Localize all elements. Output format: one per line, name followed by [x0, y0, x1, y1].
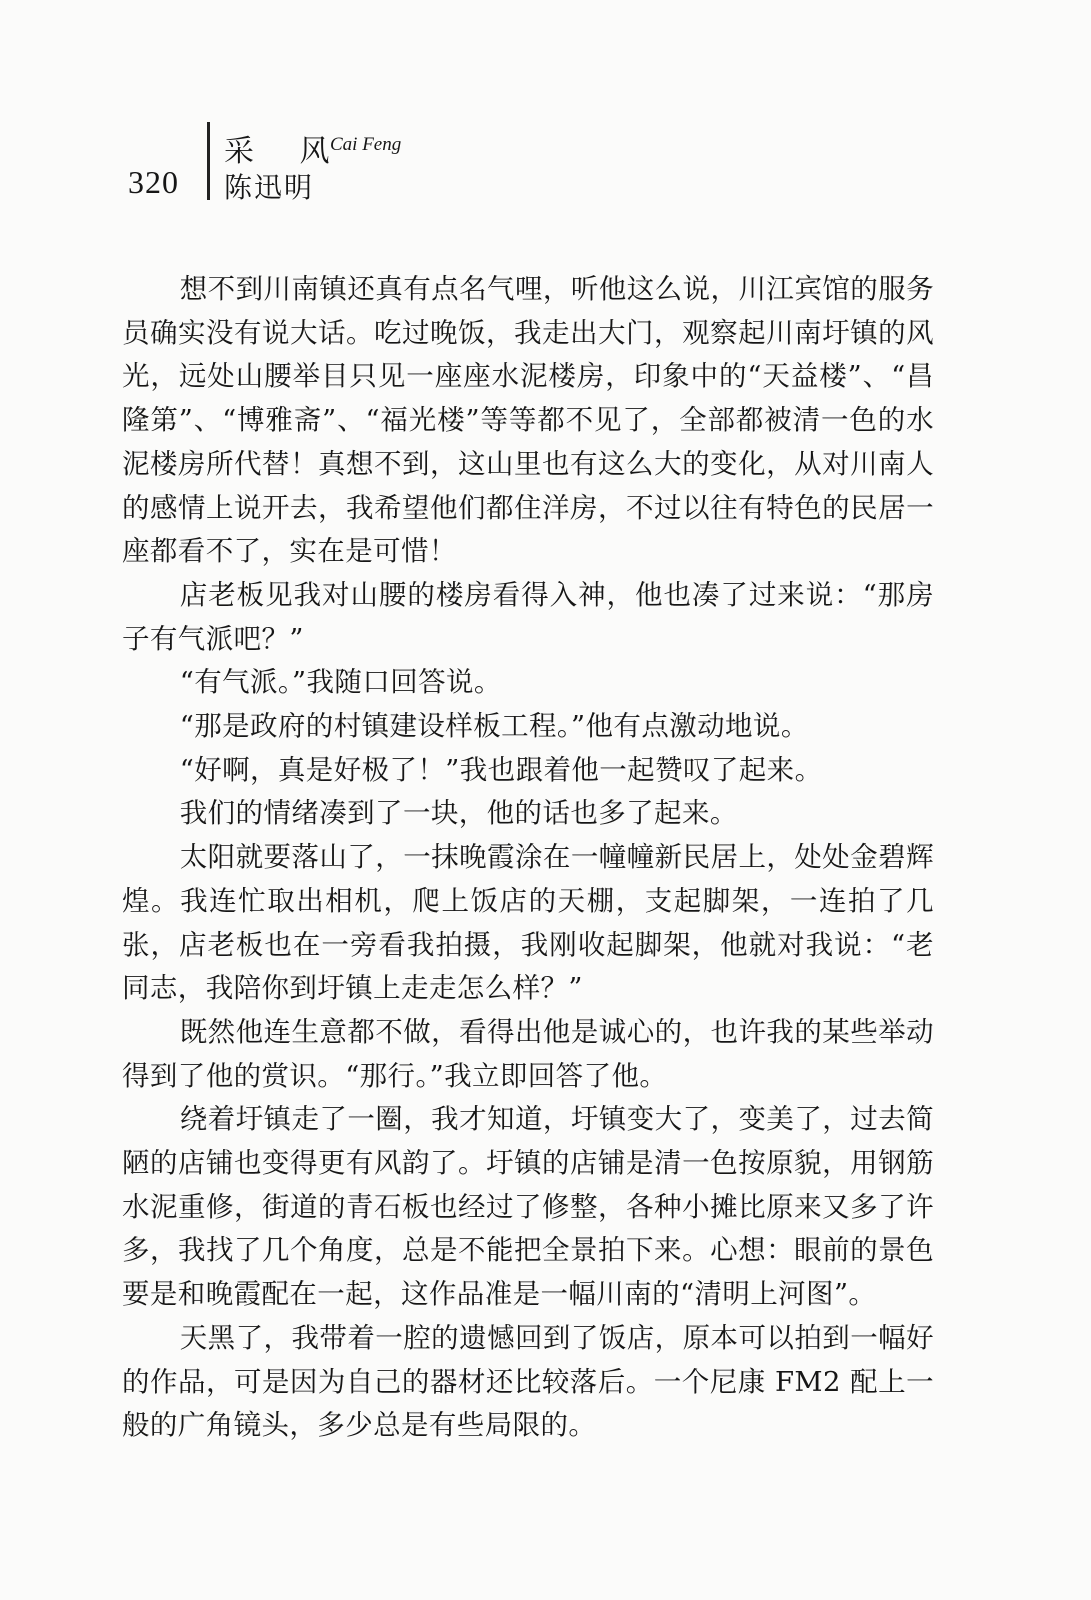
body-text	[122, 268, 934, 1448]
author-name: 陈迅明	[224, 171, 315, 204]
book-title: 采 风	[224, 134, 348, 169]
paragraph: 既然他连生意都不做，看得出他是诚心的，也许我的某些举动得到了他的赏识。“那行。”我立即回答了他。	[122, 1015, 934, 1092]
paragraph: 天黑了，我带着一腔的遗憾回到了饭店，原本可以拍到一幅好的作品，可是因为自己的器材还比较落后。一个尼康 FM2 配上一般的广角镜头，多少总是有些局限的。	[122, 1321, 934, 1442]
paragraph: 想不到川南镇还真有点名气哩，听他这么说，川江宾馆的服务员确实没有说大话。吃过晚饭，我走出大门，观察起川南圩镇的风光，远处山腰举目只见一座座水泥楼房，印象中的“天益楼”、“昌隆第”、“博雅斋”、“福光楼”等等都不见了，全部都被清一色的水泥楼房所代替！真想不到，这山里也有这么大的变化，从对川南人的感情上说开去，我希望他们都住洋房，不过以往有特色的民居一座都看不了，实在是可惜！	[122, 273, 934, 568]
paragraph: 绕着圩镇走了一圈，我才知道，圩镇变大了，变美了，过去简陋的店铺也变得更有风韵了。圩镇的店铺是清一色按原貌，用钢筋水泥重修，街道的青石板也经过了修整，各种小摊比原来又多了许多，我找了几个角度，总是不能把全景拍下来。心想：眼前的景色要是和晚霞配在一起，这作品准是一幅川南的“清明上河图”。	[122, 1103, 934, 1311]
paragraph: “有气派。”我随口回答说。	[179, 666, 502, 699]
running-header	[128, 122, 528, 202]
header-divider	[207, 122, 210, 200]
book-title-pinyin: Cai Feng	[330, 134, 402, 155]
paragraph: 我们的情绪凑到了一块，他的话也多了起来。	[179, 797, 738, 830]
paragraph: “那是政府的村镇建设样板工程。”他有点激动地说。	[179, 710, 809, 743]
paragraph: 店老板见我对山腰的楼房看得入神，他也凑了过来说：“那房子有气派吧？”	[122, 578, 934, 655]
paragraph: 太阳就要落山了，一抹晚霞涂在一幢幢新民居上，处处金碧辉煌。我连忙取出相机，爬上饭店的天棚，支起脚架，一连拍了几张，店老板也在一旁看我拍摄，我刚收起脚架，他就对我说：“老同志，我陪你到圩镇上走走怎么样？”	[122, 841, 934, 1005]
page-number: 320	[128, 164, 179, 200]
paragraph: “好啊，真是好极了！”我也跟着他一起赞叹了起来。	[179, 753, 823, 786]
